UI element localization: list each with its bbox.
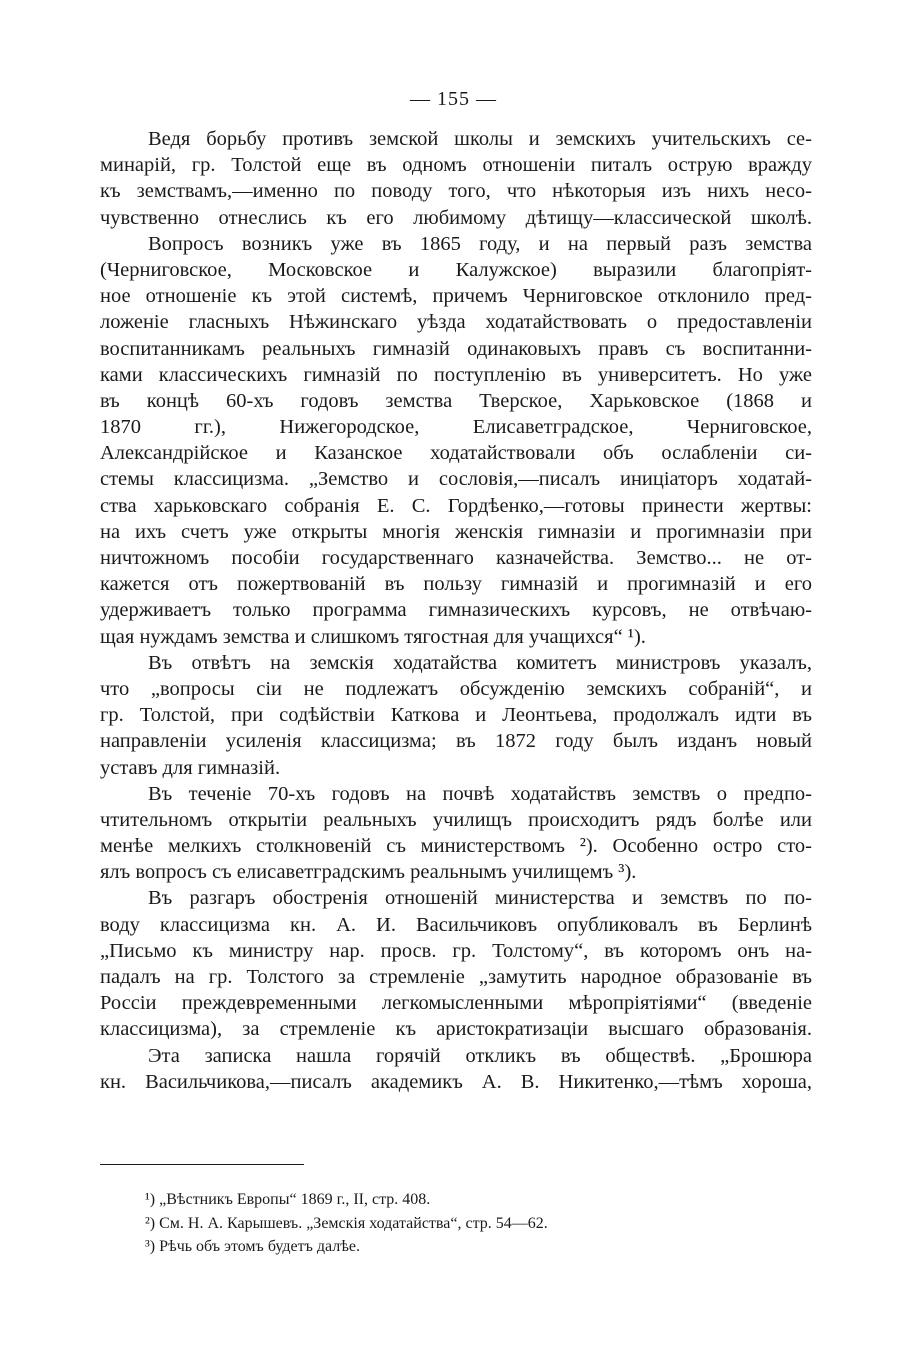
- footnotes: [145, 1188, 785, 1259]
- text-line: Въ теченіе 70-хъ годовъ на почвѣ ходатайствъ земствъ о предпо-: [148, 782, 812, 805]
- text-line: ничтожномъ пособіи государственнаго казначейства. Земство... не от-: [100, 547, 812, 569]
- text-line: падалъ на гр. Толстого за стремленіе „замутить народное образованіе въ: [100, 966, 812, 988]
- paragraph: [100, 650, 812, 781]
- text-line: минарій, гр. Толстой еще въ одномъ отношеніи питалъ острую вражду: [100, 154, 812, 177]
- text-line: чувственно отнеслись къ его любимому дѣтищу—классической школѣ.: [100, 206, 812, 229]
- text-line: ное отношеніе къ этой системѣ, причемъ Черниговское отклонило пред-: [100, 285, 812, 308]
- text-line: классицизма), за стремленіе къ аристократизаціи высшаго образованія.: [100, 1018, 812, 1041]
- footnote-divider: [100, 1164, 304, 1165]
- text-line: кажется отъ пожертвованій въ пользу гимназій и прогимназій и его: [100, 573, 812, 596]
- main-text: [100, 126, 812, 1095]
- footnote: ¹) „Вѣстникъ Европы“ 1869 г., II, стр. 408.: [145, 1191, 431, 1208]
- text-line: ками классическихъ гимназій по поступленію въ университетъ. Но уже: [100, 363, 812, 386]
- text-line: менѣе мелкихъ столкновеній съ министерствомъ ²). Особенно остро сто-: [100, 835, 812, 858]
- text-line: ства харьковскаго собранія Е. С. Гордѣенко,—готовы принести жертвы:: [100, 494, 812, 517]
- text-line: удерживаетъ только программа гимназическихъ курсовъ, не отвѣчаю-: [100, 599, 812, 622]
- text-line: Эта записка нашла горячій откликъ въ обществѣ. „Брошюра: [148, 1044, 812, 1067]
- text-line: чтительномъ открытіи реальныхъ училищъ происходитъ рядъ болѣе или: [100, 808, 812, 831]
- text-line: ложеніе гласныхъ Нѣжинскаго уѣзда ходатайствовать о предоставленіи: [100, 311, 812, 334]
- footnote: ²) См. Н. А. Карышевъ. „Земскія ходатайства“, стр. 54—62.: [145, 1214, 548, 1232]
- text-line: направленіи усиленія классицизма; въ 1872 году былъ изданъ новый: [100, 730, 812, 753]
- text-line: Россіи преждевременными легкомысленными мѣропріятіями“ (введеніе: [100, 992, 812, 1015]
- footnote: ³) Рѣчь объ этомъ будетъ далѣе.: [145, 1238, 360, 1255]
- text-line: 1870 гг.), Нижегородское, Елисаветградское, Черниговское,: [100, 416, 812, 439]
- text-line: Ведя борьбу противъ земской школы и земскихъ учительскихъ се-: [148, 128, 812, 150]
- text-line: къ земствамъ,—именно по поводу того, что нѣкоторыя изъ нихъ несо-: [100, 180, 812, 203]
- text-line: Въ разгаръ обостренія отношеній министерства и земствъ по по-: [148, 887, 812, 910]
- text-line: воспитанникамъ реальныхъ гимназій одинаковыхъ правъ съ воспитанни-: [100, 337, 812, 360]
- text-line: Вопросъ возникъ уже въ 1865 году, и на первый разъ земства: [148, 232, 812, 255]
- text-line: что „вопросы сіи не подлежатъ обсужденію земскихъ собраній“, и: [100, 677, 812, 700]
- text-line: на ихъ счетъ уже открыты многія женскія гимназіи и прогимназіи при: [100, 520, 812, 543]
- text-line: воду классицизма кн. А. И. Васильчиковъ опубликовалъ въ Берлинѣ: [100, 913, 812, 936]
- text-line: ялъ вопросъ съ елисаветградскимъ реальнымъ училищемъ ³).: [100, 861, 637, 884]
- text-line: въ концѣ 60-хъ годовъ земства Тверское, Харьковское (1868 и: [100, 389, 812, 412]
- text-line: щая нуждамъ земства и слишкомъ тягостная для учащихся“ ¹).: [100, 625, 646, 648]
- page-number: — 155 —: [410, 88, 497, 110]
- paragraph: [100, 126, 812, 231]
- paragraph: [100, 781, 812, 886]
- paragraph: [100, 231, 812, 650]
- text-line: стемы классицизма. „Земство и сословія,—писалъ иниціаторъ ходатай-: [100, 468, 812, 491]
- text-line: уставъ для гимназій.: [100, 756, 281, 779]
- text-line: Александрійское и Казанское ходатайствовали объ ослабленіи си-: [100, 442, 812, 465]
- paragraph: [100, 1043, 812, 1095]
- text-line: (Черниговское, Московское и Калужское) выразили благопріят-: [100, 258, 812, 281]
- text-line: гр. Толстой, при содѣйствіи Каткова и Леонтьева, продолжалъ идти въ: [100, 704, 812, 727]
- paragraph: [100, 885, 812, 1042]
- text-line: „Письмо къ министру нар. просв. гр. Толстому“, въ которомъ онъ на-: [100, 939, 812, 962]
- text-line: Въ отвѣтъ на земскія ходатайства комитетъ министровъ указалъ,: [148, 651, 812, 674]
- text-line: кн. Васильчикова,—писалъ академикъ А. В. Никитенко,—тѣмъ хороша,: [100, 1070, 812, 1093]
